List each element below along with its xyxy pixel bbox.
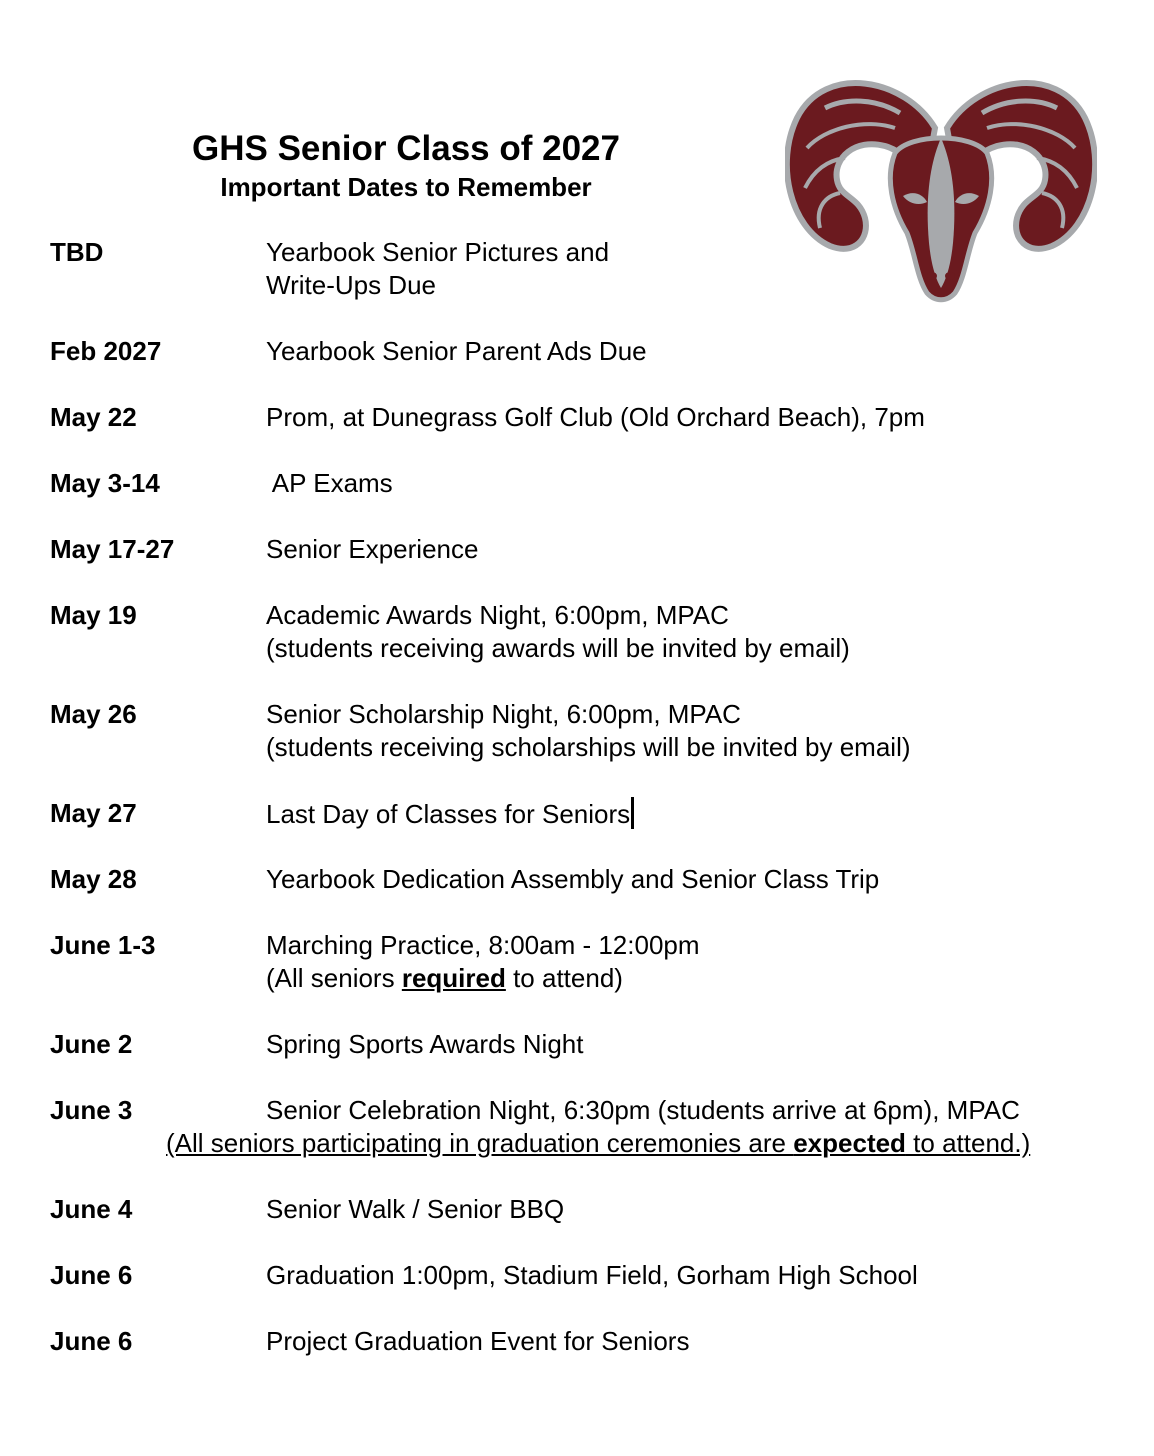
event-date: May 17-27 [50, 534, 175, 564]
event-date: May 22 [50, 402, 137, 432]
event-description: Yearbook Senior Parent Ads Due [266, 336, 647, 366]
page-subtitle: Important Dates to Remember [220, 172, 592, 202]
event-description: AP Exams [266, 468, 393, 498]
event-date: May 19 [50, 600, 137, 630]
event-description-line2: (All seniors participating in graduation ceremonies are expected to attend.) [166, 1128, 1031, 1158]
event-description: Marching Practice, 8:00am - 12:00pm [266, 930, 700, 960]
event-description: Project Graduation Event for Seniors [266, 1326, 690, 1356]
event-date: June 2 [50, 1029, 133, 1059]
event-description: Senior Celebration Night, 6:30pm (students arrive at 6pm), MPAC [266, 1095, 1020, 1125]
ram-head-mascot-icon [785, 68, 1097, 304]
emphasis-expected: expected [793, 1128, 906, 1158]
event-date: May 26 [50, 699, 137, 729]
page-title: GHS Senior Class of 2027 [192, 129, 620, 168]
event-date: Feb 2027 [50, 336, 162, 366]
event-description: Yearbook Dedication Assembly and Senior Class Trip [266, 864, 880, 894]
event-description: Senior Walk / Senior BBQ [266, 1194, 565, 1224]
event-date: May 28 [50, 864, 137, 894]
event-description: Senior Scholarship Night, 6:00pm, MPAC [266, 699, 741, 729]
event-description-line2: (students receiving awards will be invited by email) [266, 633, 850, 663]
event-date: TBD [50, 237, 104, 267]
event-description: Academic Awards Night, 6:00pm, MPAC [266, 600, 729, 630]
event-description: Spring Sports Awards Night [266, 1029, 584, 1059]
event-date: May 3-14 [50, 468, 160, 498]
text-cursor [631, 797, 634, 829]
emphasis-required: required [401, 963, 506, 993]
event-date: June 6 [50, 1260, 133, 1290]
event-date: June 1-3 [50, 930, 156, 960]
event-description-line2: Write-Ups Due [266, 270, 437, 300]
event-description-line2: (students receiving scholarships will be invited by email) [266, 732, 911, 762]
event-description: Senior Experience [266, 534, 479, 564]
event-date: June 6 [50, 1326, 133, 1356]
event-description: Prom, at Dunegrass Golf Club (Old Orchard Beach), 7pm [266, 402, 925, 432]
event-description-line2: (All seniors required to attend) [266, 963, 623, 993]
event-date: May 27 [50, 798, 137, 828]
event-date: June 4 [50, 1194, 133, 1224]
event-description: Last Day of Classes for Seniors [266, 799, 631, 829]
event-date: June 3 [50, 1095, 133, 1125]
event-description: Graduation 1:00pm, Stadium Field, Gorham High School [266, 1260, 918, 1290]
event-description: Yearbook Senior Pictures and [266, 237, 610, 267]
